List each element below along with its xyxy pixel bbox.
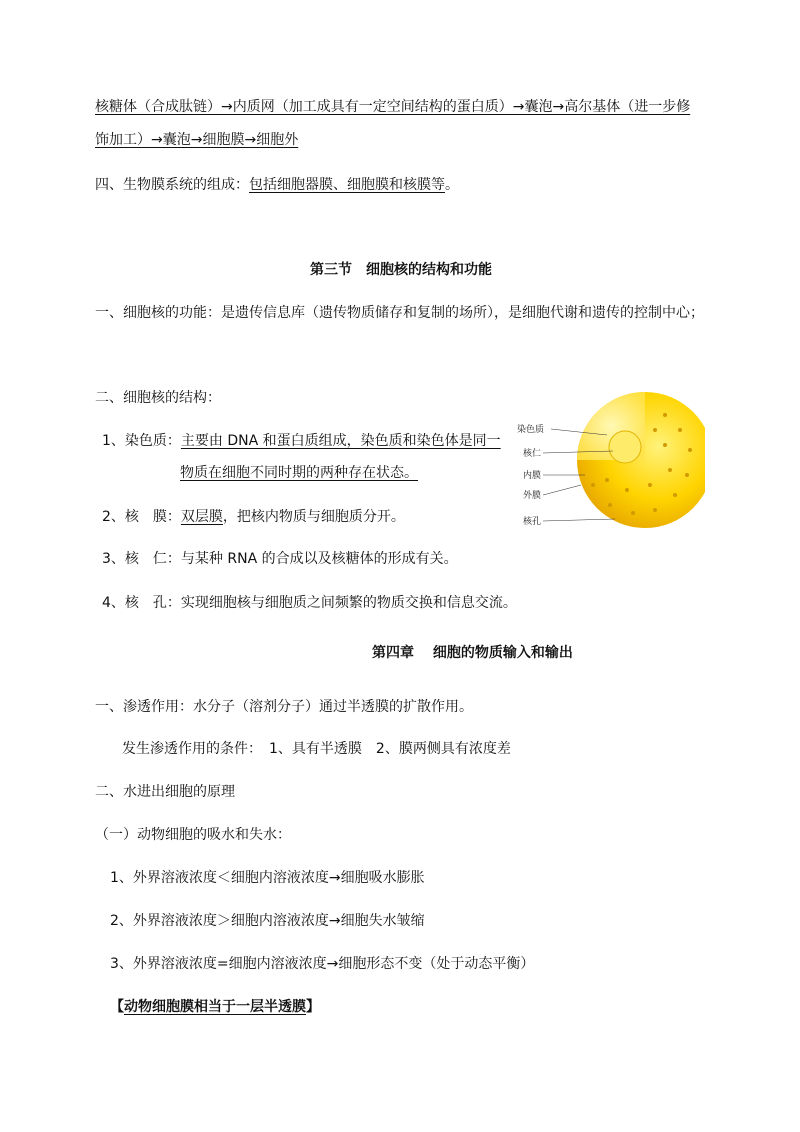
label-outer-membrane: 外膜 — [523, 491, 542, 501]
nucleus-structure-heading: 二、细胞核的结构： — [95, 390, 221, 406]
label-inner-membrane: 内膜 — [523, 471, 542, 481]
membrane-end: 。 — [445, 177, 459, 193]
water-principle-heading: 二、水进出细胞的原理 — [95, 784, 235, 800]
animal-membrane-note — [110, 997, 320, 1017]
structure-item-pore — [102, 593, 517, 613]
note-close: 】 — [306, 999, 320, 1015]
note-open: 【 — [110, 999, 124, 1015]
case-hypertonic: 2、外界溶液浓度＞细胞内溶液浓度→细胞失水皱缩 — [110, 913, 425, 929]
nucleus-diagram — [515, 385, 705, 535]
pathway-text-2: 饰加工）→囊泡→细胞膜→细胞外 — [95, 132, 299, 148]
case-hypotonic: 1、外界溶液浓度＜细胞内溶液浓度→细胞吸水膨胀 — [110, 870, 425, 886]
chromatin-text-2: 物质在细胞不同时期的两种存在状态。 — [180, 465, 418, 481]
nucleolus-shape — [609, 431, 641, 463]
section3-title: 第三节 细胞核的结构和功能 — [310, 262, 492, 278]
pathway-line-1 — [95, 97, 690, 117]
nucleus-function: 一、细胞核的功能：是遗传信息库（遗传物质储存和复制的场所），是细胞代谢和遗传的控制中心； — [95, 305, 704, 321]
membrane-item-prefix: 2、核 膜： — [102, 509, 181, 525]
membrane-system-line — [95, 175, 459, 195]
structure-item-nucleolus — [102, 549, 458, 569]
membrane-text: 包括细胞器膜、细胞膜和核膜等 — [249, 177, 445, 193]
label-nucleolus: 核仁 — [523, 449, 542, 459]
label-nuclear-pore: 核孔 — [523, 517, 542, 527]
chromatin-text: 主要由 DNA 和蛋白质组成，染色质和染色体是同一 — [180, 433, 501, 449]
chromatin-prefix: 1、染色质： — [102, 433, 181, 449]
pathway-line-2 — [95, 130, 298, 150]
membrane-item-text: 双层膜 — [180, 509, 223, 525]
structure-item-membrane — [102, 507, 405, 527]
pore-prefix: 4、核 孔： — [102, 595, 181, 611]
membrane-prefix: 四、生物膜系统的组成： — [95, 177, 249, 193]
note-text: 动物细胞膜相当于一层半透膜 — [124, 999, 306, 1015]
chapter4-title: 第四章 细胞的物质输入和输出 — [372, 645, 573, 661]
pathway-text-1: 核糖体（合成肽链）→内质网（加工成具有一定空间结构的蛋白质）→囊泡→高尔基体（进一步修 — [95, 99, 691, 115]
nucleolus-text: 与某种 RNA 的合成以及核糖体的形成有关。 — [180, 551, 458, 567]
structure-item-chromatin-cont — [180, 463, 418, 483]
structure-item-chromatin — [102, 431, 501, 451]
membrane-item-rest: ，把核内物质与细胞质分开。 — [222, 509, 405, 525]
nucleolus-prefix: 3、核 仁： — [102, 551, 181, 567]
osmosis-conditions: 发生渗透作用的条件： 1、具有半透膜 2、膜两侧具有浓度差 — [122, 741, 511, 757]
pore-text: 实现细胞核与细胞质之间频繁的物质交换和信息交流。 — [180, 595, 517, 611]
animal-cell-heading: （一）动物细胞的吸水和失水： — [95, 827, 291, 843]
osmosis-definition: 一、渗透作用：水分子（溶剂分子）通过半透膜的扩散作用。 — [95, 699, 473, 715]
case-isotonic: 3、外界溶液浓度=细胞内溶液浓度→细胞形态不变（处于动态平衡） — [110, 956, 535, 972]
label-chromatin: 染色质 — [517, 425, 545, 435]
